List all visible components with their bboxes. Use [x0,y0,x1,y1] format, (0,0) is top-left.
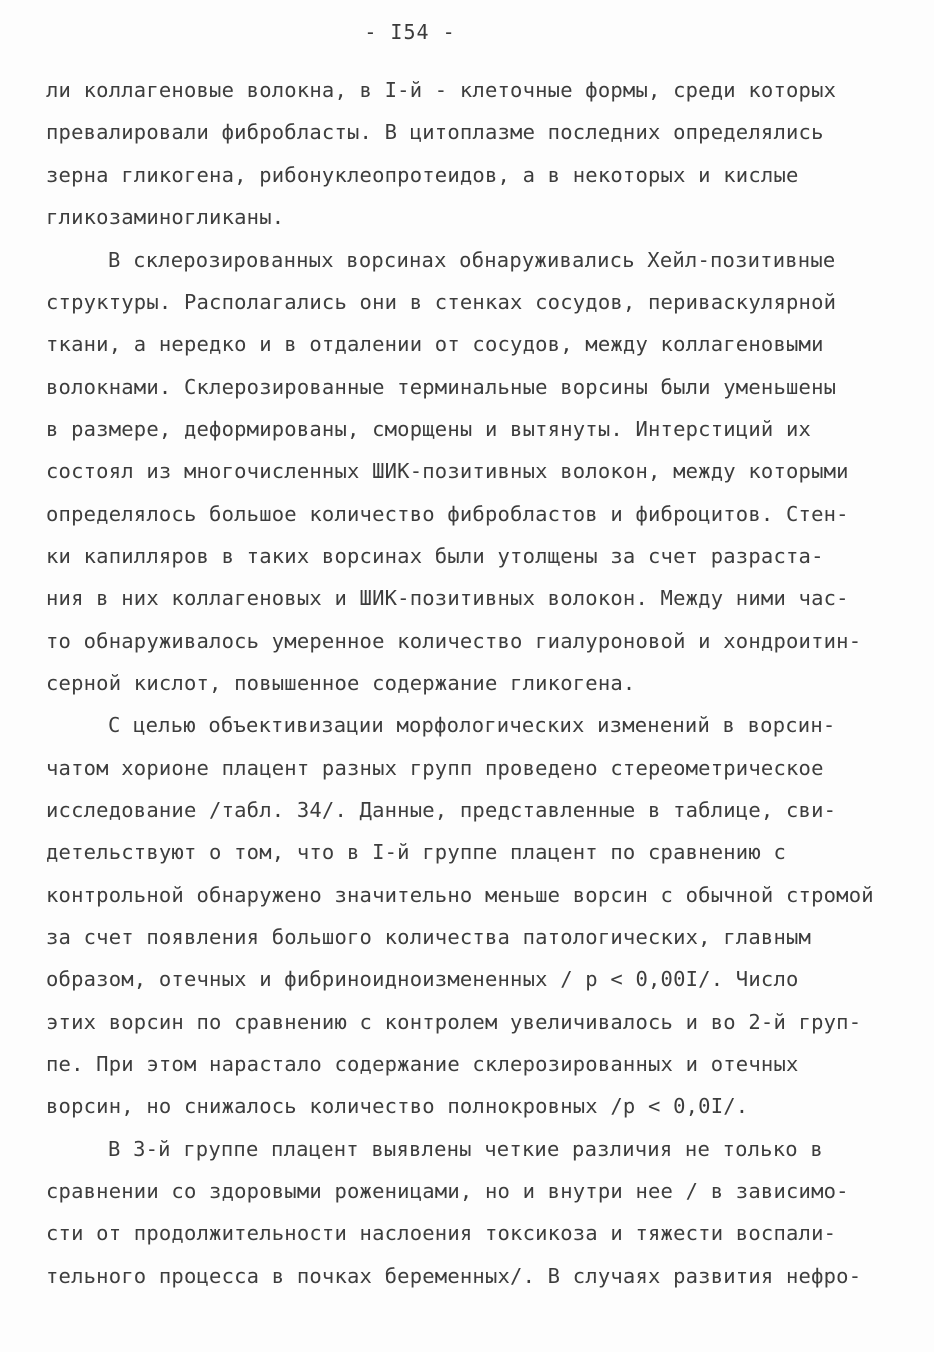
text-line: то обнаруживалось умеренное количество гиалуроновой и хондроитин- [46,629,862,653]
text-line: гликозаминогликаны. [46,205,285,229]
text-line: сти от продолжительности наслоения токсикоза и тяжести воспали- [46,1221,837,1245]
text-line: зерна гликогена, рибонуклеопротеидов, а в некоторых и кислые [46,163,799,187]
text-line: в размере, деформированы, сморщены и вытянуты. Интерстиций их [46,417,812,441]
text-line: чатом хорионе плацент разных групп проведено стереометрическое [46,756,824,780]
text-line: исследование /табл. 34/. Данные, представленные в таблице, сви- [46,798,837,822]
text-line: ли коллагеновые волокна, в I-й - клеточные формы, среди которых [46,78,837,102]
text-line: ткани, а нередко и в отдалении от сосудов, между коллагеновыми [46,332,824,356]
text-line: образом, отечных и фибриноидноизмененных / p < 0,00I/. Число [46,967,799,991]
text-line: тельного процесса в почках беременных/. В случаях развития нефро- [46,1264,862,1288]
paragraph-first-line: В 3-й группе плацент выявлены четкие различия не только в [108,1137,823,1161]
text-line: превалировали фибробласты. В цитоплазме последних определялись [46,120,824,144]
text-line: состоял из многочисленных ШИК-позитивных волокон, между которыми [46,459,849,483]
text-line: определялось большое количество фибробластов и фиброцитов. Стен- [46,502,849,526]
text-line: ки капилляров в таких ворсинах были утолщены за счет разраста- [46,544,824,568]
text-line: детельствуют о том, что в I-й группе плацент по сравнению с [46,840,786,864]
page-number: - I54 - [364,20,456,44]
text-line: волокнами. Склерозированные терминальные ворсины были уменьшены [46,375,837,399]
paragraph-first-line: С целью объективизации морфологических изменений в ворсин- [108,713,836,737]
text-line: этих ворсин по сравнению с контролем увеличивалось и во 2-й груп- [46,1010,862,1034]
text-line: за счет появления большого количества патологических, главным [46,925,812,949]
text-line: серной кислот, повышенное содержание гликогена. [46,671,636,695]
text-line: ворсин, но снижалось количество полнокровных /p < 0,0I/. [46,1094,749,1118]
text-line: контрольной обнаружено значительно меньше ворсин с обычной стромой [46,883,874,907]
paragraph-first-line: В склерозированных ворсинах обнаруживались Хейл-позитивные [108,248,836,272]
text-line: сравнении со здоровыми роженицами, но и внутри нее / в зависимо- [46,1179,849,1203]
text-line: пе. При этом нарастало содержание склерозированных и отечных [46,1052,799,1076]
text-line: структуры. Располагались они в стенках сосудов, периваскулярной [46,290,837,314]
text-line: ния в них коллагеновых и ШИК-позитивных волокон. Между ними час- [46,586,849,610]
